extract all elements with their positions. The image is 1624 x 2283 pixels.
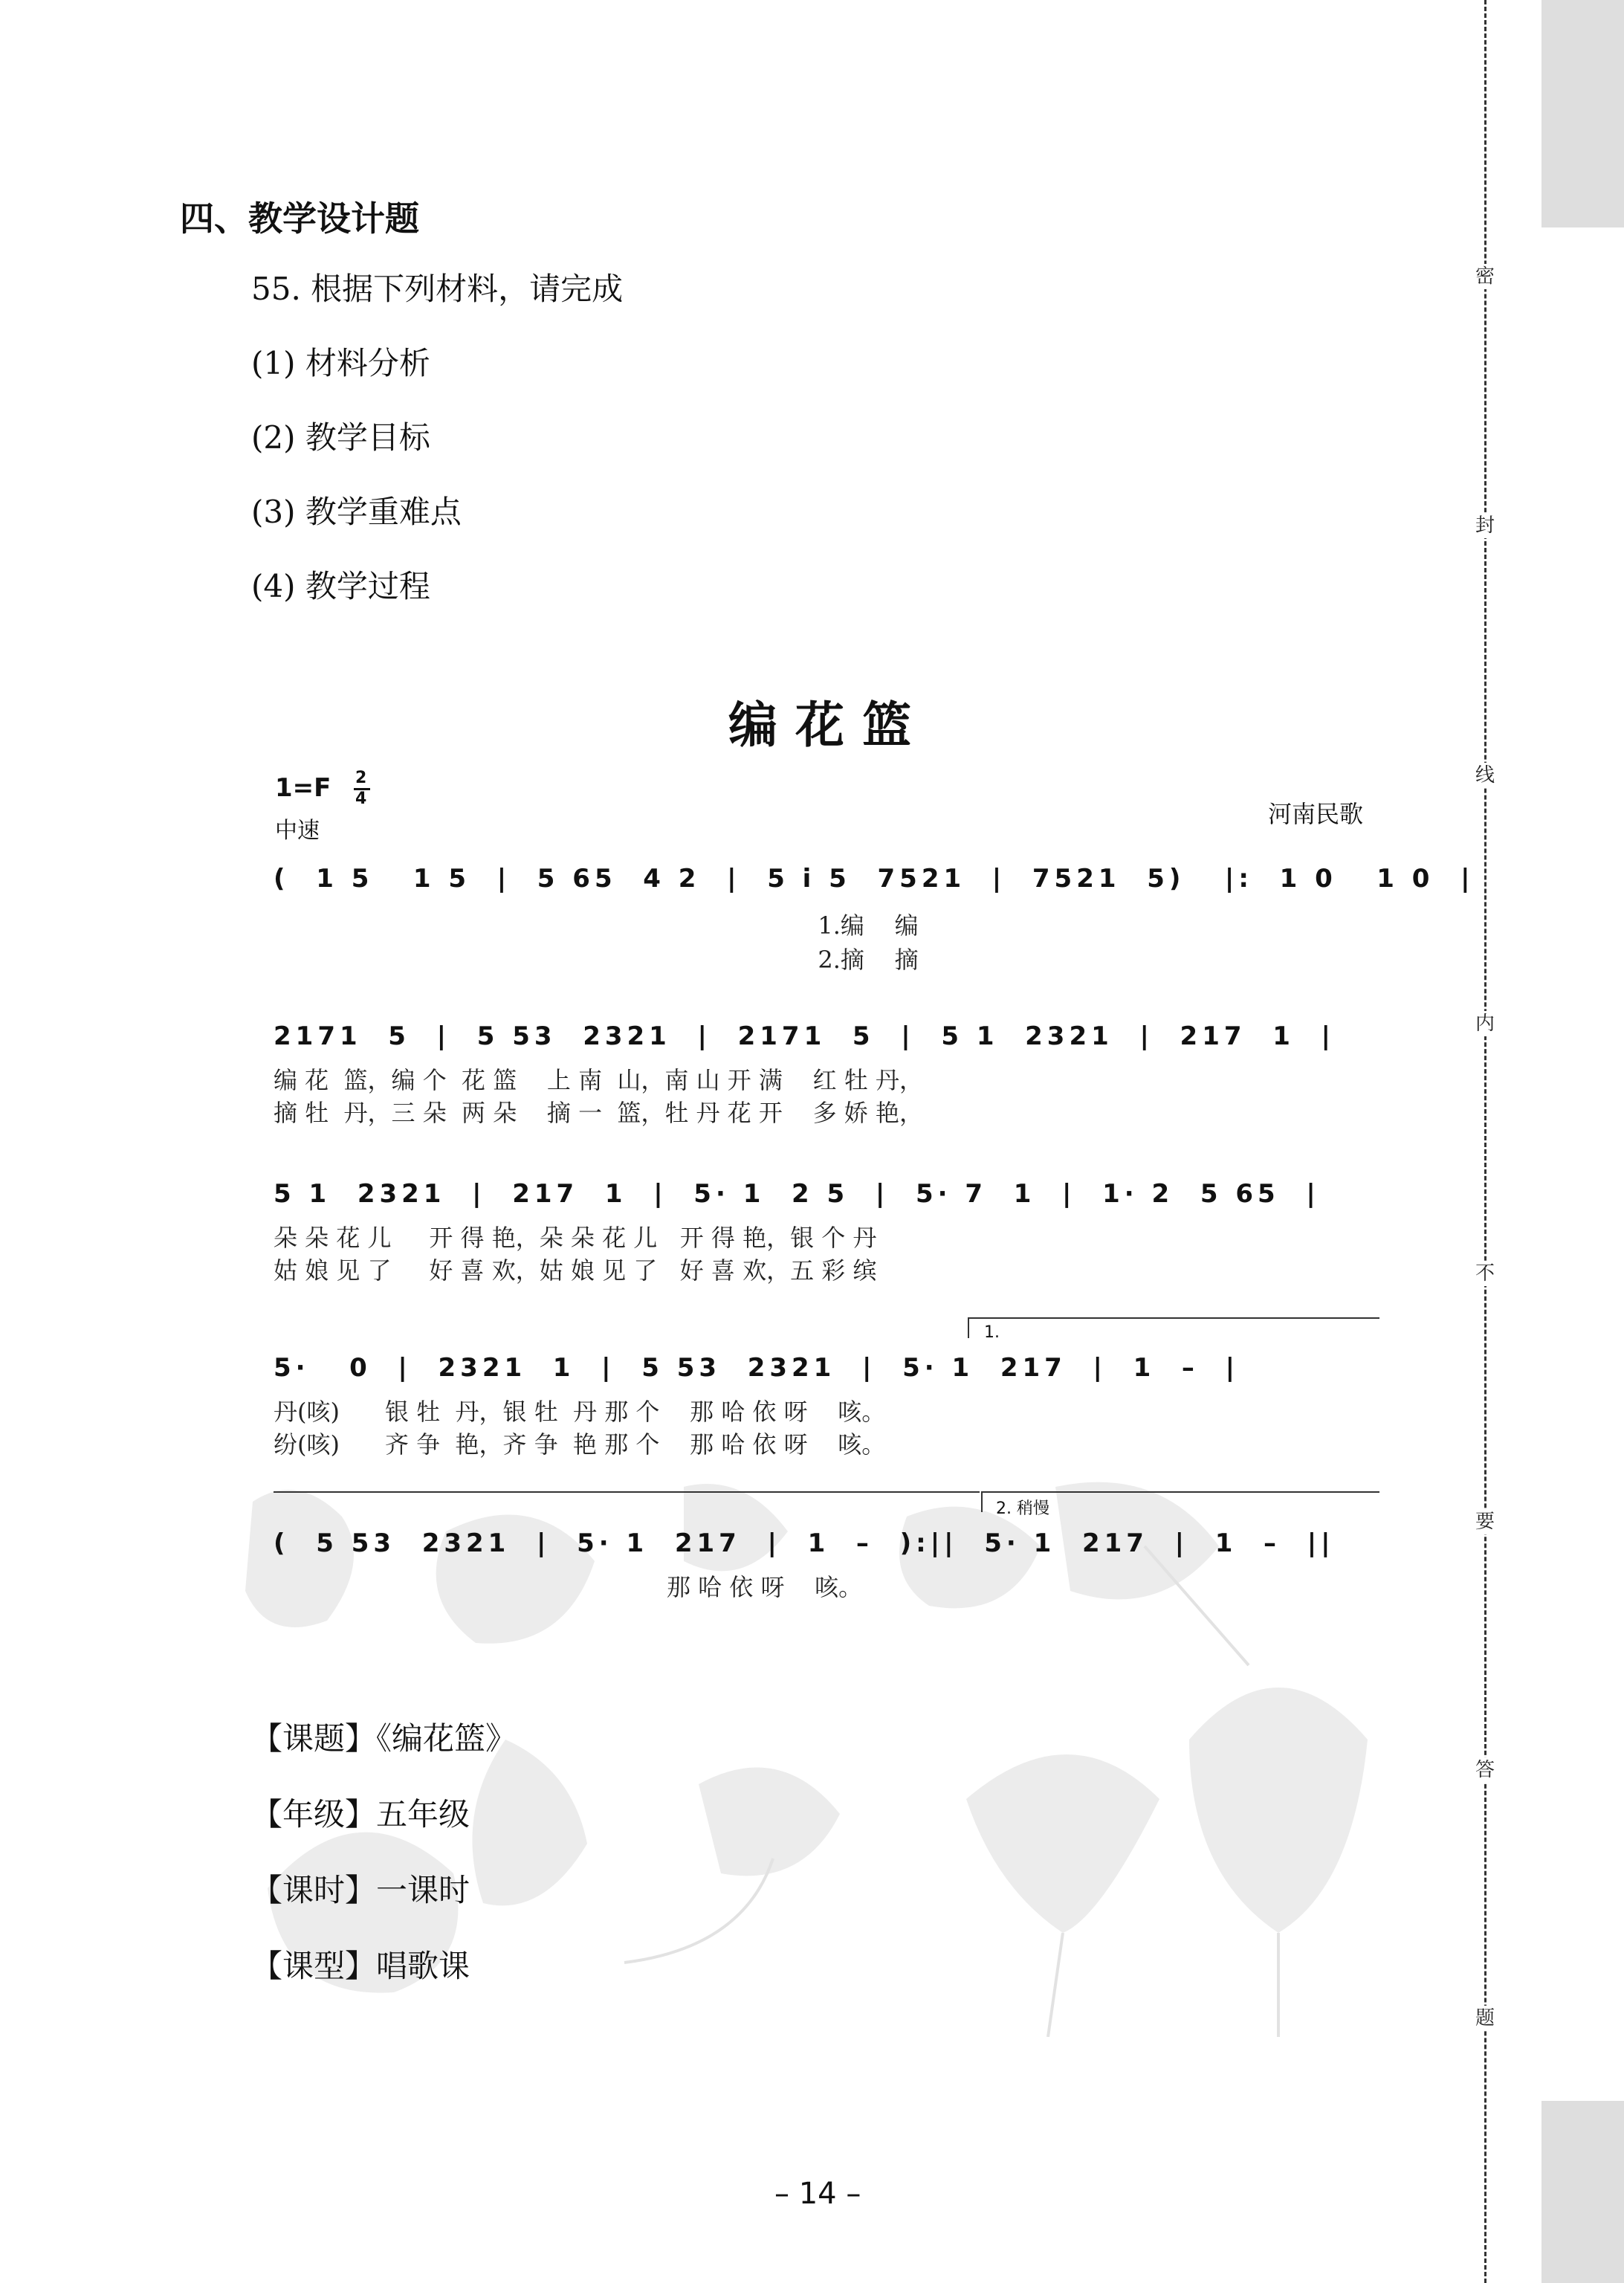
volta-label: 1. [984,1323,1000,1342]
lyric-line: 2.摘 摘 [274,946,919,974]
time-signature-denominator: 4 [355,789,367,808]
lyric-line: 纷(咳) 齐 争 艳，齐 争 艳 那 个 那 哈 依 呀 咳。 [274,1430,886,1459]
section-title: 四、教学设计题 [180,198,419,239]
volta-label: 2. 稍慢 [996,1499,1049,1518]
song-title: 编花篮 [728,697,929,754]
task-item: (4) 教学过程 [251,568,430,604]
tempo-marking: 中速 [275,818,320,844]
repeat-bracket [274,1491,980,1493]
task-item: (1) 材料分析 [251,345,430,381]
notation-row: ( 1 5 1 5 | 5 65 4 2 | 5 i 5 7521 | 7521 5) |: 1 0 1 0 | [274,864,1475,894]
time-signature-numerator: 2 [355,769,367,787]
lyric-line: 摘 牡 丹，三 朵 两 朵 摘 一 篮，牡 丹 花 开 多 娇 艳， [274,1099,923,1127]
seal-char: 题 [1475,2007,1495,2029]
song-origin: 河南民歌 [1268,800,1364,828]
task-item: (2) 教学目标 [251,419,430,456]
lyric-line: 朵 朵 花 儿 开 得 艳，朵 朵 花 儿 开 得 艳，银 个 丹 [274,1224,877,1252]
lesson-info-item: 【年级】五年级 [251,1796,470,1832]
seal-dashed-line [1484,0,1486,2283]
lyric-line: 1.编 编 [274,911,919,940]
seal-char: 要 [1475,1511,1495,1533]
volta-bracket [968,1317,1379,1338]
lyric-line: 编 花 篮，编 个 花 篮 上 南 山，南 山 开 满 红 牡 丹， [274,1066,923,1094]
notation-row: 5· 0 | 2321 1 | 5 53 2321 | 5· 1 217 | 1 – | [274,1353,1240,1383]
page-number: – 14 – [774,2177,861,2211]
lyric-line: 那 哈 依 呀 咳。 [274,1573,863,1601]
seal-char: 密 [1475,265,1495,288]
key-signature: 1=F [275,773,331,803]
seal-char: 不 [1475,1262,1495,1285]
lesson-info-item: 【课时】一课时 [251,1872,470,1908]
notation-row: 2171 5 | 5 53 2321 | 2171 5 | 5 1 2321 | 217 1 | [274,1021,1335,1051]
task-item: (3) 教学重难点 [251,494,462,530]
notation-row: ( 5 53 2321 | 5· 1 217 | 1 – ):|| 5· 1 217 | 1 – || [274,1528,1335,1558]
seal-char: 封 [1475,514,1495,537]
lyric-line: 丹(咳) 银 牡 丹，银 牡 丹 那 个 那 哈 依 呀 咳。 [274,1398,886,1426]
lesson-info-item: 【课型】唱歌课 [251,1948,470,1984]
lyric-line: 姑 娘 见 了 好 喜 欢，姑 娘 见 了 好 喜 欢，五 彩 缤 [274,1256,877,1285]
seal-char: 内 [1475,1013,1495,1035]
notation-row: 5 1 2321 | 217 1 | 5· 1 2 5 | 5· 7 1 | 1· 2 5 65 | [274,1179,1320,1209]
binding-strip-bottom [1541,2101,1624,2283]
seal-char: 答 [1475,1759,1495,1781]
question-text: 55. 根据下列材料，请完成 [251,271,624,307]
seal-char: 线 [1475,764,1495,787]
lesson-info-item: 【课题】《编花篮》 [251,1720,517,1757]
binding-strip-top [1541,0,1624,227]
